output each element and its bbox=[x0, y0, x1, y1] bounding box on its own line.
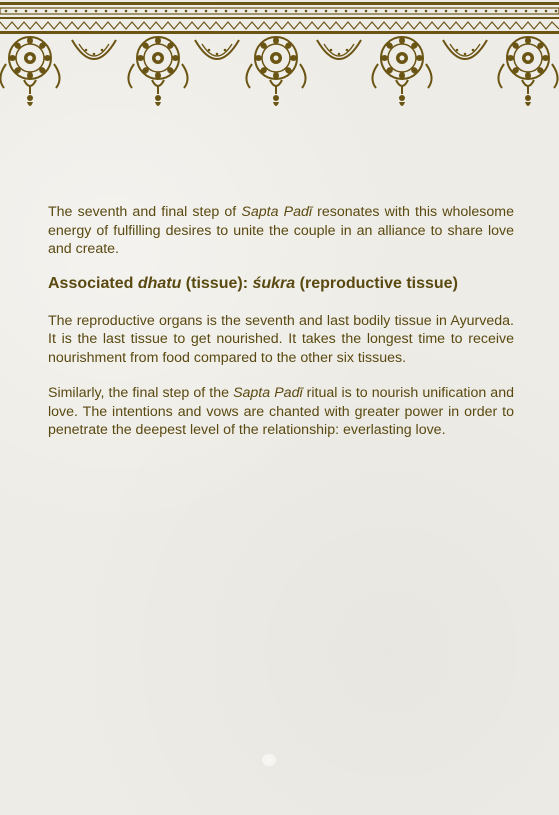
heading-dhatu: dhatu bbox=[137, 274, 182, 292]
heading-part-1: Associated bbox=[48, 274, 138, 292]
ritual-paragraph bbox=[48, 384, 514, 440]
intro-text-start: The seventh and final step of bbox=[48, 204, 242, 220]
tissue-text: The reproductive organs is the seventh and last bodily tissue in Ayurveda. It is the last tissue to get nourished. It takes the longest time to receive nourishment from food compared to the other six tissues. bbox=[48, 312, 514, 366]
intro-sapta-padi: Sapta Padī bbox=[241, 204, 313, 220]
paper-speck bbox=[262, 754, 276, 766]
section-heading bbox=[48, 274, 514, 294]
heading-sukra: śukra bbox=[252, 274, 296, 292]
intro-text-end: resonates with this wholesome energy of fulfilling desires to unite the couple in an alliance to share love and create. bbox=[48, 204, 514, 257]
tissue-paragraph bbox=[48, 312, 514, 368]
ritual-text-end: ritual is to nourish unification and love. The intentions and vows are chanted with greater power in order to penetrate the deepest level of the relationship: everlasting love. bbox=[48, 385, 514, 438]
intro-paragraph bbox=[48, 203, 514, 259]
henna-border-ornament bbox=[0, 0, 559, 110]
ritual-text-start: Similarly, the final step of the bbox=[48, 385, 234, 401]
ritual-sapta-padi: Sapta Padī bbox=[233, 385, 303, 401]
heading-part-2: (tissue): bbox=[181, 274, 253, 292]
page-content bbox=[48, 203, 514, 440]
heading-part-3: (reproductive tissue) bbox=[295, 274, 458, 292]
